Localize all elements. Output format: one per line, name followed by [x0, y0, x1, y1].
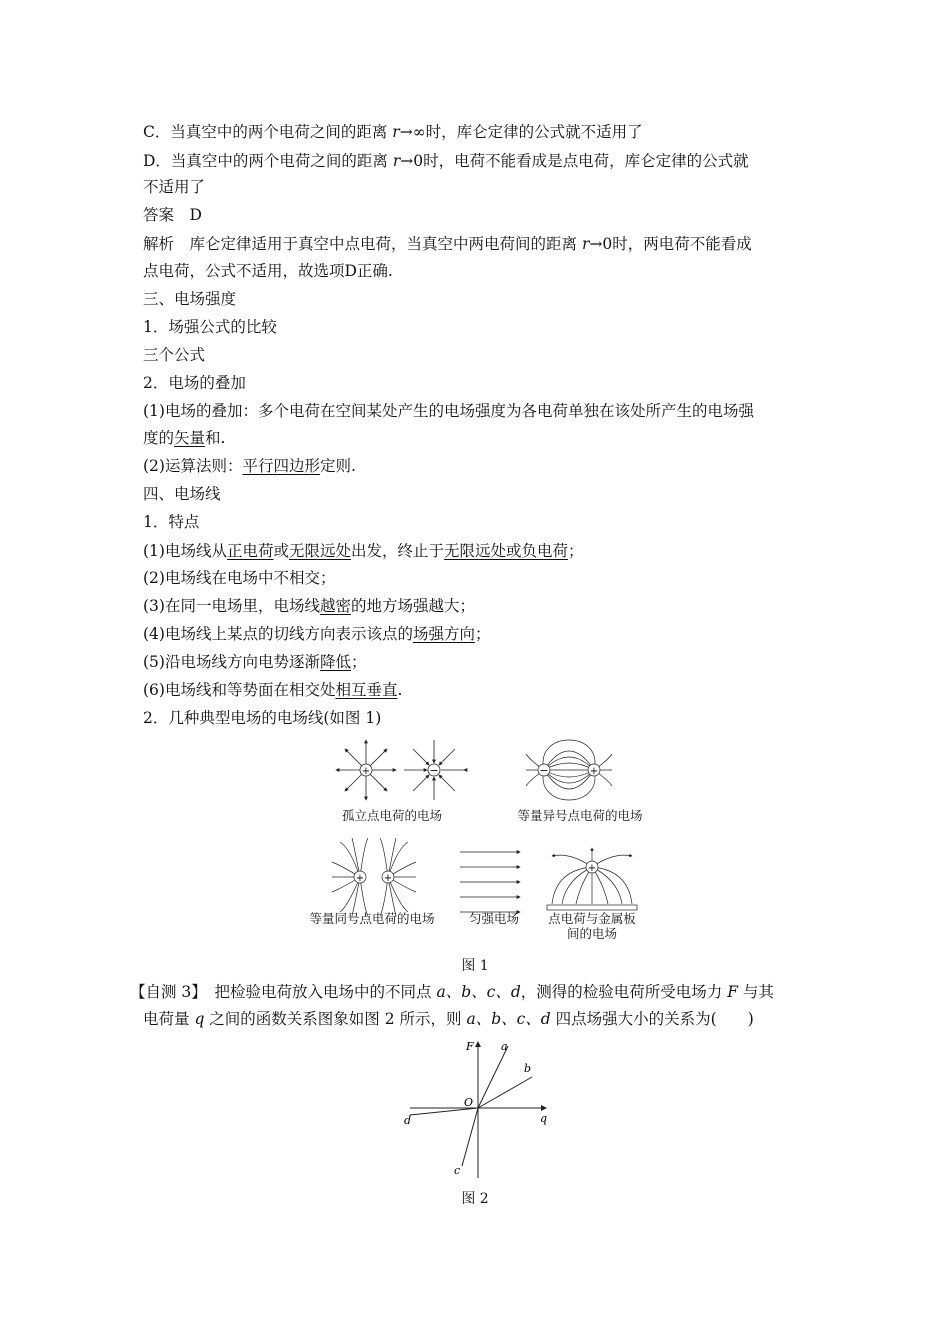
var-force: F — [727, 983, 738, 1001]
subsection-3-2: 2．电场的叠加 — [143, 374, 246, 392]
option-d-text: D．当真空中的两个电荷之间的距离 — [143, 152, 393, 170]
text-fragment: ，测得的检验电荷所受电场力 — [520, 983, 728, 1001]
subsection-3-1-text: 三个公式 — [143, 346, 206, 364]
var-points: a、b、c、d — [436, 983, 521, 1001]
operation-rule — [143, 455, 823, 477]
feature-2: (2)电场线在电场中不相交； — [143, 569, 336, 587]
option-d-continuation: 不适用了 — [143, 178, 206, 196]
text-fragment: ； — [350, 653, 367, 671]
text-fragment: 的地方场强越大； — [350, 597, 475, 615]
analysis-continuation: 点电荷，公式不适用，故选项D正确. — [143, 262, 393, 280]
subsection-4-1: 1．特点 — [143, 513, 200, 531]
fill-blank-answer: 无限远处 — [289, 542, 352, 560]
option-c-text: C．当真空中的两个电荷之间的距离 — [143, 123, 393, 141]
superposition-text: (1)电场的叠加：多个电荷在空间某处产生的电场强度为各电荷单独在该处所产生的电场强 — [143, 402, 754, 420]
var-points: a、b、c、d — [466, 1010, 551, 1028]
positive-sign-icon: + — [361, 766, 371, 777]
superposition-continuation — [143, 427, 823, 449]
var-charge: q — [194, 1010, 205, 1028]
text-fragment: 度的 — [143, 429, 175, 447]
analysis-text: 解析 库仑定律适用于真空中点电荷，当真空中两电荷间的距离 — [143, 235, 582, 253]
f-axis-label: F — [466, 1040, 474, 1053]
limit-arrow: →0 — [589, 235, 613, 253]
positive-sign-icon: + — [355, 873, 365, 884]
fig1-caption-charge-plate-2: 间的电场 — [566, 926, 617, 941]
question-3-continuation — [143, 1008, 823, 1030]
var-r: r — [392, 152, 401, 170]
fill-blank-answer: 降低 — [319, 653, 351, 671]
text-fragment: (1)电场线从 — [143, 542, 227, 560]
text-fragment: . — [397, 681, 403, 699]
line-c — [462, 1108, 478, 1166]
var-r: r — [392, 123, 400, 141]
limit-arrow: →∞ — [399, 123, 426, 141]
fill-blank-answer: 场强方向 — [412, 625, 475, 643]
text-fragment: ； — [568, 542, 584, 560]
positive-sign-icon: + — [589, 766, 599, 777]
text-fragment: 电荷量 — [143, 1010, 195, 1028]
line-d-label: d — [404, 1114, 412, 1127]
text-fragment: (2)运算法则： — [143, 457, 243, 475]
text-fragment: (4)电场线上某点的切线方向表示该点的 — [143, 625, 413, 643]
text-fragment: ； — [474, 625, 491, 643]
figure-1-label: 图 1 — [461, 958, 489, 974]
limit-arrow: →0 — [400, 152, 424, 170]
positive-sign-icon: + — [383, 873, 393, 884]
fill-blank-answer: 正电荷 — [226, 542, 274, 560]
fig1-caption-isolated: 孤立点电荷的电场 — [341, 808, 442, 823]
figure-2 — [400, 1036, 560, 1186]
fill-blank-answer: 矢量 — [174, 429, 206, 447]
option-d — [143, 150, 823, 172]
text-fragment: (5)沿电场线方向电势逐渐 — [143, 653, 320, 671]
feature-6 — [143, 679, 823, 701]
fig1-caption-like-charges: 等量同号点电荷的电场 — [309, 911, 435, 926]
text-fragment: (3)在同一电场里，电场线 — [143, 597, 320, 615]
fill-blank-answer: 无限远处或负电荷 — [444, 542, 569, 560]
fig1-caption-dipole: 等量异号点电荷的电场 — [517, 808, 643, 823]
line-b-label: b — [524, 1062, 532, 1075]
text-fragment: 把检验电荷放入电场中的不同点 — [199, 983, 437, 1001]
uniform-field — [460, 852, 520, 912]
question-3 — [130, 981, 810, 1003]
analysis — [143, 233, 823, 255]
like-charges-field — [332, 838, 416, 916]
option-c-text-end: 时，库仑定律的公式就不适用了 — [425, 123, 643, 141]
negative-sign-icon: − — [429, 764, 439, 777]
question-tag: 【自测 3】 — [130, 983, 200, 1001]
analysis-text-end: 时，两电荷不能看成 — [612, 235, 752, 253]
negative-sign-icon: − — [539, 764, 549, 777]
section-4-heading: 四、电场线 — [143, 485, 221, 503]
text-fragment: 四点场强大小的关系为( ) — [550, 1010, 754, 1028]
figure-2-label: 图 2 — [461, 1191, 489, 1207]
origin-label: O — [464, 1096, 474, 1109]
line-b — [478, 1077, 532, 1108]
line-d — [410, 1108, 478, 1115]
fig1-caption-uniform: 匀强电场 — [468, 911, 519, 926]
fill-blank-answer: 相互垂直 — [335, 681, 398, 699]
text-fragment: (6)电场线和等势面在相交处 — [143, 681, 336, 699]
fill-blank-answer: 平行四边形 — [242, 457, 320, 475]
fill-blank-answer: 越密 — [319, 597, 351, 615]
option-c — [143, 121, 823, 143]
feature-1 — [143, 540, 823, 562]
charge-plate-field — [547, 848, 637, 910]
feature-5 — [143, 651, 823, 673]
text-fragment: 定则. — [319, 457, 356, 475]
fig1-caption-charge-plate: 点电荷与金属板 — [548, 911, 636, 926]
feature-4 — [143, 623, 823, 645]
subsection-3-1: 1．场强公式的比较 — [143, 318, 277, 336]
text-fragment: 出发，终止于 — [351, 542, 445, 560]
var-r: r — [581, 235, 590, 253]
line-a-label: a — [501, 1040, 508, 1053]
line-c-label: c — [454, 1164, 461, 1177]
text-fragment: 或 — [273, 542, 289, 560]
q-axis-label: q — [540, 1112, 548, 1125]
feature-3 — [143, 595, 823, 617]
text-fragment: 与其 — [737, 983, 774, 1001]
answer: 答案 D — [143, 206, 202, 224]
line-a — [478, 1046, 508, 1108]
positive-sign-icon: + — [587, 863, 597, 874]
section-3-heading: 三、电场强度 — [143, 290, 237, 308]
subsection-4-2: 2．几种典型电场的电场线(如图 1) — [143, 709, 382, 727]
option-d-text-end: 时，电荷不能看成是点电荷，库仑定律的公式就 — [423, 152, 749, 170]
text-fragment: 之间的函数关系图象如图 2 所示，则 — [204, 1010, 467, 1028]
text-fragment: 和. — [205, 429, 226, 447]
